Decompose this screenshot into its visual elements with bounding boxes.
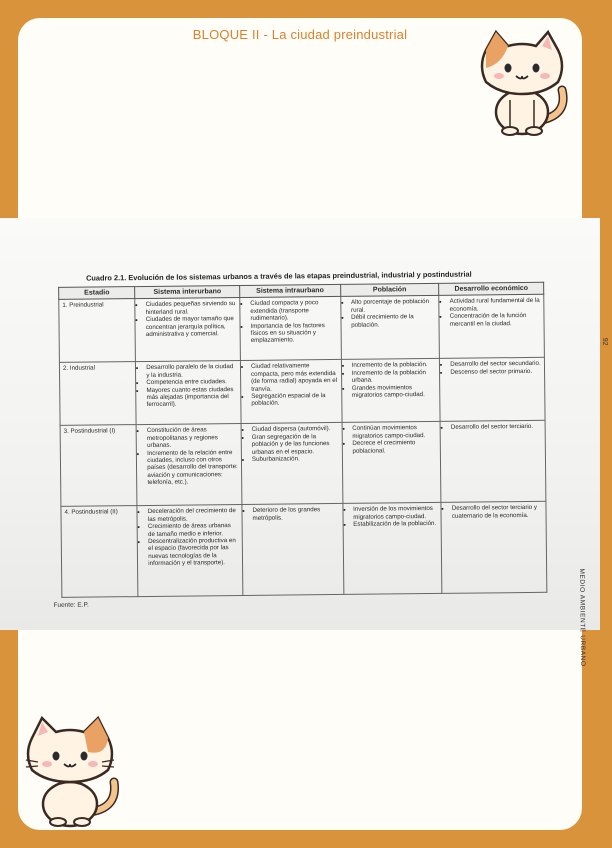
column-header: Sistema interurbano [135, 285, 240, 299]
list-item: • Mayores cuanto estas ciudades más alejadas (importancia del ferrocarril). [146, 386, 237, 409]
stage-cell: 3. Postindustrial (I) [60, 425, 137, 507]
list-item: • Estabilización de la población. [353, 520, 438, 528]
stage-cell: 2. Industrial [59, 362, 136, 426]
interurban-cell [137, 505, 243, 597]
list-item: • Alto porcentaje de población rural. [351, 298, 436, 314]
list-item: • Competencia entre ciudades. [146, 378, 237, 386]
population-cell [340, 296, 439, 360]
intraurban-cell [240, 360, 341, 424]
page-title: BLOQUE II - La ciudad preindustrial [192, 27, 408, 42]
list-item: • Continúan movimientos migratorios campo-ciudad. [352, 424, 437, 440]
list-item: • Inversión de los movimientos migratorios campo-ciudad. [353, 505, 438, 521]
stage-cell: 4. Postindustrial (II) [61, 506, 138, 598]
economy-cell [440, 421, 546, 503]
column-header: Estadio [59, 287, 135, 300]
list-item: • Deterioro de los grandes metrópolis. [252, 506, 339, 522]
list-item: • Desarrollo del sector secundario. [450, 360, 541, 368]
stage-cell: 1. Preindustrial [59, 299, 136, 363]
interurban-cell [136, 424, 242, 506]
intraurban-cell [240, 297, 341, 361]
table-row [59, 295, 545, 363]
list-item: • Ciudades de mayor tamaño que concentran jerarquía política, administrativa y comercial. [146, 315, 237, 338]
economy-cell [440, 358, 545, 422]
list-item: • Débil crecimiento de la población. [351, 313, 436, 329]
list-item: • Ciudad dispersa (automóvil). [252, 425, 339, 433]
page-number: 92 [601, 337, 609, 346]
table-row [59, 358, 545, 426]
list-item: • Incremento de la población. [352, 361, 437, 369]
list-item: • Ciudad relativamente compacta, pero más extendida (de forma radial) apoyada en el tranvía. [251, 362, 338, 393]
list-item: • Segregación espacial de la población. [251, 392, 338, 408]
list-item: • Ciudades pequeñas sirviendo su hinterland rural. [146, 300, 237, 316]
list-item: • Deceleración del crecimiento de las metrópolis. [148, 507, 239, 523]
evolution-table [58, 282, 547, 598]
column-header: Desarrollo económico [439, 282, 544, 296]
list-item: • Incremento de la relación entre ciudades, incluso con otros países (desarrollo del transporte: aviación y comunicaciones: telefonía, etc.). [147, 449, 238, 487]
list-item: • Constitución de áreas metropolitanas y regiones urbanas. [147, 426, 238, 449]
intraurban-cell [241, 423, 342, 505]
list-item: • Ciudad compacta y poco extendida (transporte rudimentario). [250, 299, 337, 322]
list-item: • Actividad rural fundamental de la economía. [450, 297, 541, 313]
economy-cell [441, 502, 547, 594]
list-item: • Descentralización productiva en el espacio (favorecida por las nuevas tecnologías de la información y el transporte). [148, 537, 239, 568]
list-item: • Incremento de la población urbana. [352, 369, 437, 385]
table-row [61, 502, 547, 598]
population-cell [343, 503, 443, 595]
running-title: MEDIO AMBIENTE URBANO [578, 568, 587, 667]
list-item: • Grandes movimientos migratorios campo-ciudad. [352, 384, 437, 400]
list-item: • Desarrollo del sector terciario. [451, 423, 542, 431]
list-item: • Concentración de la función mercantil en la ciudad. [450, 312, 541, 328]
list-item: • Gran segregación de la población y de las funciones urbanas en el espacio. [252, 433, 339, 456]
list-item: • Suburbanización. [252, 455, 339, 463]
cat-illustration-bottom [18, 712, 123, 830]
interurban-cell [136, 361, 241, 425]
list-item: • Desarrollo paralelo de la ciudad y la industria. [146, 363, 237, 379]
list-item: • Crecimiento de áreas urbanas de tamaño medio e inferior. [148, 522, 239, 538]
population-cell [342, 422, 441, 504]
table-row [60, 421, 546, 507]
economy-cell [439, 295, 544, 359]
list-item: • Descenso del sector primario. [450, 368, 541, 376]
list-item: • Importancia de los factores físicos en su situación y emplazamiento. [250, 322, 337, 345]
document-page [48, 269, 609, 667]
intraurban-cell [242, 504, 344, 596]
column-header: Población [340, 283, 439, 296]
cat-illustration-top [472, 28, 572, 138]
population-cell [341, 359, 440, 423]
list-item: • Decrece el crecimiento poblacional. [352, 439, 437, 455]
document-photo [0, 218, 609, 667]
table-source: Fuente: E.P. [53, 601, 89, 609]
list-item: • Desarrollo del sector terciario y cuaternario de la economía. [452, 504, 543, 520]
table-caption: Cuadro 2.1. Evolución de los sistemas urbanos a través de las etapas preindustrial, industrial y postindustrial [85, 269, 472, 283]
interurban-cell [135, 298, 240, 362]
column-header: Sistema intraurbano [240, 284, 341, 297]
